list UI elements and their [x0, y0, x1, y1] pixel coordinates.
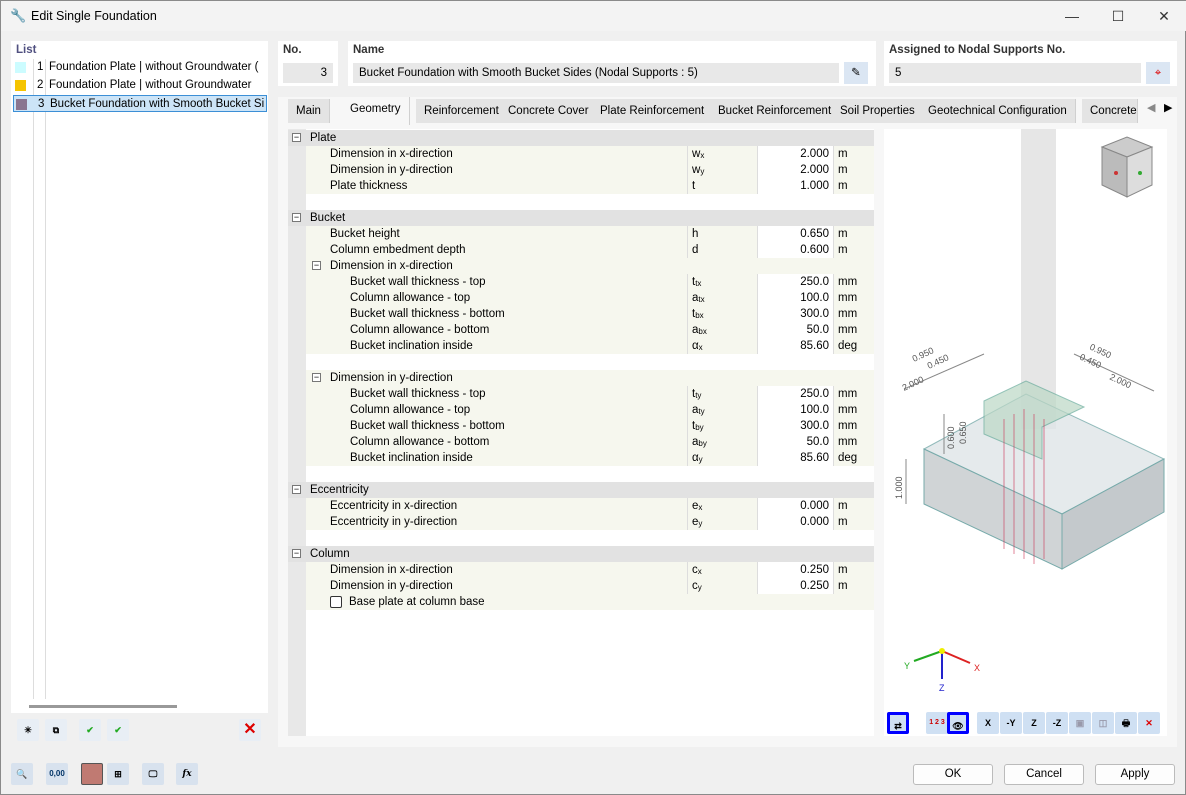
tab-concrete-cover[interactable]: Concrete Cover: [500, 99, 598, 123]
number-field[interactable]: 3: [283, 63, 333, 83]
title-bar: [1, 1, 1186, 31]
window-title: Edit Single Foundation: [31, 9, 157, 23]
parameter-row[interactable]: [306, 402, 874, 418]
item-number: 2: [37, 79, 44, 91]
subgroup-header[interactable]: [306, 370, 874, 386]
parameter-row[interactable]: [306, 226, 874, 242]
parameter-symbol: $a_{ty}$: [687, 402, 757, 418]
collapse-icon[interactable]: −: [313, 372, 320, 382]
formula-icon[interactable]: fx: [176, 763, 198, 785]
parameter-row[interactable]: [306, 514, 874, 530]
subgroup-header[interactable]: [306, 258, 874, 274]
horizontal-scrollbar[interactable]: [29, 705, 177, 708]
parameter-label: Column allowance - top: [350, 404, 471, 416]
parameter-symbol: $a_{bx}$: [687, 322, 757, 338]
view-z-icon[interactable]: Z: [1023, 712, 1045, 734]
parameter-row[interactable]: [306, 498, 874, 514]
parameter-label: Dimension in x-direction: [330, 148, 453, 160]
collapse-icon[interactable]: −: [293, 132, 300, 142]
parameter-row[interactable]: [306, 162, 874, 178]
parameter-value[interactable]: 0.000: [757, 514, 833, 530]
item-number: 1: [37, 61, 44, 73]
blank-row: [288, 354, 874, 370]
tab-plate-reinforcement[interactable]: Plate Reinforcement: [592, 99, 713, 123]
parameter-value[interactable]: 300.0: [757, 418, 833, 434]
parameter-row[interactable]: [306, 578, 874, 594]
section-header[interactable]: [288, 210, 874, 226]
parameter-label: Bucket height: [330, 228, 400, 240]
cancel-button[interactable]: Cancel: [1004, 764, 1084, 785]
view-minus-y-icon[interactable]: -Y: [1000, 712, 1022, 734]
blank-row: [288, 530, 874, 546]
edit-name-icon[interactable]: ✎: [844, 62, 868, 84]
parameter-symbol: $w_y$: [687, 162, 757, 178]
parameter-symbol: $t_{tx}$: [687, 274, 757, 290]
dim-label: 0.600: [946, 426, 956, 449]
parameter-label: Eccentricity in y-direction: [330, 516, 458, 528]
section-label: Plate: [310, 132, 337, 144]
section-header[interactable]: [288, 130, 874, 146]
parameter-value[interactable]: 2.000: [757, 162, 833, 178]
color-swatch: [16, 99, 27, 110]
parameter-label: Bucket wall thickness - top: [350, 388, 486, 400]
parameter-symbol: $\alpha_x$: [687, 338, 757, 354]
parameter-row[interactable]: [306, 386, 874, 402]
color-swatch: [15, 62, 26, 73]
decimal-places-icon[interactable]: 0,00: [46, 763, 68, 785]
parameter-label: Plate thickness: [330, 180, 408, 192]
color-swatch: [15, 80, 26, 91]
print-icon[interactable]: 🖶: [1115, 712, 1137, 734]
parameter-unit: m: [833, 578, 874, 594]
parameter-value[interactable]: 85.60: [757, 450, 833, 466]
list-item[interactable]: [13, 59, 267, 76]
parameter-label: Eccentricity in x-direction: [330, 500, 458, 512]
parameter-unit: m: [833, 498, 874, 514]
item-name: Bucket Foundation with Smooth Bucket Si: [50, 98, 265, 110]
tab-soil-properties[interactable]: Soil Properties: [832, 99, 924, 123]
parameter-symbol: h: [687, 226, 757, 242]
checkbox-row[interactable]: [306, 594, 874, 610]
parameter-row[interactable]: [306, 178, 874, 194]
assigned-label: Assigned to Nodal Supports No.: [889, 44, 1066, 56]
parameter-unit: m: [833, 514, 874, 530]
parameter-row[interactable]: [306, 562, 874, 578]
parameter-value[interactable]: 1.000: [757, 178, 833, 194]
section-label: Column: [310, 548, 350, 560]
blank-row: [288, 466, 874, 482]
parameter-label: Column embedment depth: [330, 244, 466, 256]
parameter-label: Column allowance - top: [350, 292, 471, 304]
wireframe-icon[interactable]: ◫: [1092, 712, 1114, 734]
parameter-value[interactable]: 50.0: [757, 322, 833, 338]
parameter-row[interactable]: [306, 146, 874, 162]
base-plate-checkbox[interactable]: [330, 596, 342, 608]
dim-label: 2.000: [1108, 371, 1133, 391]
list-item[interactable]: [13, 95, 267, 112]
number-panel: [278, 41, 338, 86]
tab-reinforcement[interactable]: Reinforcement: [416, 99, 508, 123]
svg-text:Y: Y: [904, 661, 911, 671]
minimize-button[interactable]: —: [1065, 8, 1079, 24]
close-button[interactable]: ✕: [1158, 8, 1170, 24]
parameter-row[interactable]: [306, 434, 874, 450]
parameter-value[interactable]: 2.000: [757, 146, 833, 162]
tab-scroll-left-icon[interactable]: ◀: [1147, 102, 1156, 114]
parameter-unit: m: [833, 178, 874, 194]
svg-text:X: X: [974, 663, 981, 673]
parameter-value[interactable]: 100.0: [757, 290, 833, 306]
app-icon: 🔧: [10, 8, 27, 23]
view-minus-z-icon[interactable]: -Z: [1046, 712, 1068, 734]
parameter-unit: mm: [833, 306, 874, 322]
list-item[interactable]: [13, 77, 267, 94]
parameter-label: Dimension in y-direction: [330, 164, 453, 176]
parameter-label: Column allowance - bottom: [350, 436, 490, 448]
parameter-label: Bucket inclination inside: [350, 452, 473, 464]
parameter-unit: deg: [833, 450, 874, 466]
parameter-row[interactable]: [306, 306, 874, 322]
display-options-icon[interactable]: 👁: [947, 712, 969, 734]
parameter-unit: m: [833, 242, 874, 258]
check-selected-icon[interactable]: ✔: [107, 719, 129, 741]
parameter-unit: mm: [833, 274, 874, 290]
axes-icon: [904, 648, 980, 693]
parameter-row[interactable]: [306, 242, 874, 258]
view-x-icon[interactable]: X: [977, 712, 999, 734]
geometry-table: [288, 129, 874, 736]
section-label: Eccentricity: [310, 484, 369, 496]
parameter-row[interactable]: [306, 338, 874, 354]
parameter-symbol: $t_{ty}$: [687, 386, 757, 402]
select-nodes-icon[interactable]: ⌖: [1146, 62, 1170, 84]
parameter-row[interactable]: [306, 418, 874, 434]
color-icon[interactable]: [81, 763, 103, 785]
tab-geometry[interactable]: Geometry: [342, 97, 410, 125]
parameter-symbol: $e_x$: [687, 498, 757, 514]
item-name: Foundation Plate | without Groundwater (: [49, 61, 259, 73]
dim-label: 0.650: [958, 421, 968, 444]
parameter-label: Bucket inclination inside: [350, 340, 473, 352]
ok-button[interactable]: OK: [913, 764, 993, 785]
parameter-value[interactable]: 0.600: [757, 242, 833, 258]
parameter-symbol: $w_x$: [687, 146, 757, 162]
parameter-value[interactable]: 0.250: [757, 562, 833, 578]
item-name: Foundation Plate | without Groundwater: [49, 79, 252, 91]
parameter-row[interactable]: [306, 290, 874, 306]
units-icon[interactable]: ⊞: [107, 763, 129, 785]
dim-label: 0.450: [1078, 351, 1103, 371]
maximize-button[interactable]: ☐: [1111, 8, 1125, 24]
collapse-icon[interactable]: −: [293, 548, 300, 558]
parameter-symbol: $c_y$: [687, 578, 757, 594]
section-header[interactable]: [288, 482, 874, 498]
blank-row: [288, 194, 874, 210]
subgroup-label: Dimension in y-direction: [330, 372, 453, 384]
parameter-symbol: $a_{tx}$: [687, 290, 757, 306]
parameter-symbol: $c_x$: [687, 562, 757, 578]
parameter-symbol: d: [687, 242, 757, 258]
parameter-label: Column allowance - bottom: [350, 324, 490, 336]
name-field[interactable]: Bucket Foundation with Smooth Bucket Sides (Nodal Supports : 5): [353, 63, 839, 83]
tab-scroll-right-icon[interactable]: ▶: [1164, 102, 1173, 114]
parameter-value[interactable]: 250.0: [757, 274, 833, 290]
parameter-row[interactable]: [306, 322, 874, 338]
parameter-label: Bucket wall thickness - bottom: [350, 420, 505, 432]
list-panel: [11, 41, 268, 746]
parameter-label: Dimension in x-direction: [330, 564, 453, 576]
name-label: Name: [353, 44, 385, 56]
numbering-icon[interactable]: 1 2 3: [926, 712, 948, 734]
list-label: List: [16, 44, 37, 56]
no-label: No.: [283, 44, 302, 56]
tab-geotechnical-configuration[interactable]: Geotechnical Configuration: [920, 99, 1076, 123]
dim-label: 0.450: [925, 352, 951, 371]
parameter-unit: m: [833, 562, 874, 578]
assigned-panel: [884, 41, 1177, 86]
parameter-label: Bucket wall thickness - bottom: [350, 308, 505, 320]
parameter-unit: mm: [833, 418, 874, 434]
name-panel: [348, 41, 876, 86]
delete-icon[interactable]: ✕: [239, 719, 261, 741]
reset-view-icon[interactable]: ✕: [1138, 712, 1160, 734]
tab-main[interactable]: Main: [288, 99, 330, 123]
parameter-value[interactable]: 0.000: [757, 498, 833, 514]
search-icon[interactable]: 🔍: [11, 763, 33, 785]
parameter-symbol: $t_{bx}$: [687, 306, 757, 322]
parameter-unit: mm: [833, 434, 874, 450]
parameter-row[interactable]: [306, 450, 874, 466]
collapse-icon[interactable]: −: [313, 260, 320, 270]
display-icon[interactable]: 🖵: [142, 763, 164, 785]
parameter-value[interactable]: 250.0: [757, 386, 833, 402]
parameter-value[interactable]: 50.0: [757, 434, 833, 450]
parameter-symbol: t: [687, 178, 757, 194]
copy-item-icon[interactable]: ⧉: [45, 719, 67, 741]
parameter-unit: mm: [833, 386, 874, 402]
dim-label: 2.000: [900, 374, 926, 393]
parameter-unit: m: [833, 226, 874, 242]
dim-label: 0.950: [1088, 341, 1113, 361]
assigned-field[interactable]: 5: [889, 63, 1141, 83]
section-label: Bucket: [310, 212, 346, 224]
check-all-icon[interactable]: ✔: [79, 719, 101, 741]
parameter-unit: deg: [833, 338, 874, 354]
parameter-label: Dimension in y-direction: [330, 580, 453, 592]
parameter-value[interactable]: 0.250: [757, 578, 833, 594]
parameter-value[interactable]: 300.0: [757, 306, 833, 322]
section-header[interactable]: [288, 546, 874, 562]
parameter-symbol: $t_{by}$: [687, 418, 757, 434]
parameter-value[interactable]: 0.650: [757, 226, 833, 242]
parameter-label: Bucket wall thickness - top: [350, 276, 486, 288]
parameter-value[interactable]: 85.60: [757, 338, 833, 354]
3d-viewer[interactable]: [884, 129, 1167, 736]
parameter-row[interactable]: [306, 274, 874, 290]
dim-label: 1.000: [894, 476, 904, 499]
checkbox-label: Base plate at column base: [349, 596, 485, 608]
parameter-symbol: $e_y$: [687, 514, 757, 530]
parameter-unit: mm: [833, 322, 874, 338]
collapse-icon[interactable]: −: [293, 212, 300, 222]
apply-button[interactable]: Apply: [1095, 764, 1175, 785]
item-number: 3: [38, 98, 45, 110]
tab-concrete[interactable]: Concrete: [1082, 99, 1138, 123]
dim-label: 0.950: [910, 345, 936, 364]
view-settings-icon[interactable]: ⇄: [887, 712, 909, 734]
parameter-unit: m: [833, 162, 874, 178]
tab-bucket-reinforcement[interactable]: Bucket Reinforcement: [710, 99, 840, 123]
parameter-symbol: $\alpha_y$: [687, 450, 757, 466]
view-cube-icon: [1102, 137, 1152, 197]
parameter-value[interactable]: 100.0: [757, 402, 833, 418]
new-item-icon[interactable]: ✳: [17, 719, 39, 741]
parameter-unit: mm: [833, 290, 874, 306]
subgroup-label: Dimension in x-direction: [330, 260, 453, 272]
iso-view-icon[interactable]: ▣: [1069, 712, 1091, 734]
parameter-unit: m: [833, 146, 874, 162]
svg-text:Z: Z: [939, 683, 945, 693]
parameter-unit: mm: [833, 402, 874, 418]
parameter-symbol: $a_{by}$: [687, 434, 757, 450]
collapse-icon[interactable]: −: [293, 484, 300, 494]
